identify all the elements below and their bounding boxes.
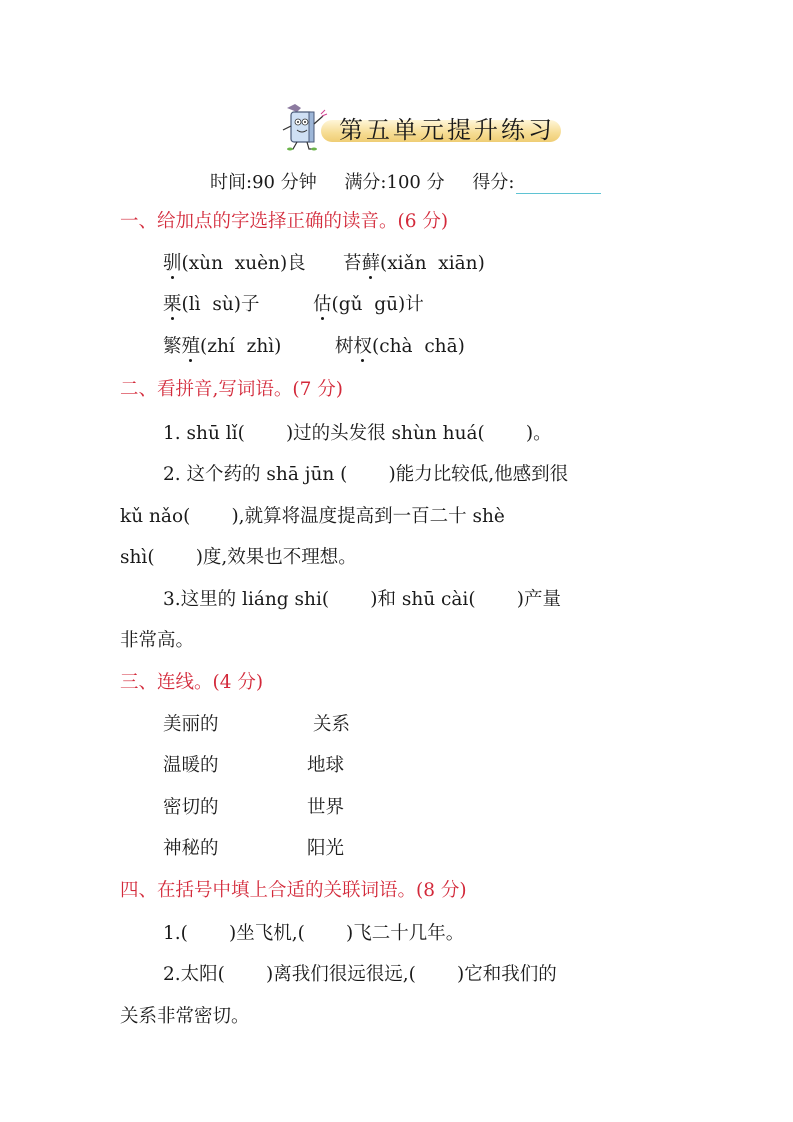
- time-limit: 时间:90 分钟: [210, 172, 317, 193]
- match-left-4[interactable]: 神秘的: [163, 838, 219, 859]
- page-title: 第五单元提升练习: [339, 116, 555, 144]
- title-banner: [275, 100, 575, 155]
- dotted-char: 驯: [163, 249, 182, 275]
- match-right-4[interactable]: 阳光: [307, 838, 345, 859]
- q2-item-1: 1. shū lǐ( )过的头发很 shùn huá( )。: [163, 423, 552, 444]
- exam-meta: [210, 168, 623, 194]
- match-right-2[interactable]: 地球: [307, 755, 345, 776]
- q2-item-2-cont: kǔ nǎo( ),就算将温度提高到一百二十 shè: [120, 506, 505, 527]
- score-field[interactable]: [516, 175, 601, 194]
- score-label: 得分:: [472, 172, 515, 193]
- q2-item-3-cont: 非常高。: [120, 630, 195, 651]
- match-left-1[interactable]: 美丽的: [163, 714, 219, 735]
- section-1-heading: 一、给加点的字选择正确的读音。(6 分): [120, 211, 449, 232]
- q2-item-2: 2. 这个药的 shā jūn ( )能力比较低,他感到很: [163, 464, 569, 485]
- q4-item-2: 2.太阳( )离我们很远很远,( )它和我们的: [163, 964, 557, 985]
- section-3-heading: 三、连线。(4 分): [120, 672, 264, 693]
- dotted-char: 杈: [354, 332, 373, 358]
- q1-row-1: 驯(xùn xuèn)良: [163, 249, 306, 275]
- section-2-heading: 二、看拼音,写词语。(7 分): [120, 379, 343, 400]
- section-4-heading: 四、在括号中填上合适的关联词语。(8 分): [120, 880, 467, 901]
- match-right-1[interactable]: 关系: [313, 714, 351, 735]
- q1-row-3b: 树杈(chà chā): [335, 332, 465, 358]
- q4-item-2-cont: 关系非常密切。: [120, 1006, 250, 1027]
- dotted-char: 估: [313, 290, 332, 316]
- full-score: 满分:100 分: [344, 172, 445, 193]
- q1-row-3: 繁殖(zhí zhì): [163, 332, 281, 358]
- match-right-3[interactable]: 世界: [307, 797, 345, 818]
- q1-row-2b: 估(gǔ gū)计: [313, 290, 424, 316]
- match-left-3[interactable]: 密切的: [163, 797, 219, 818]
- dotted-char: 栗: [163, 290, 182, 316]
- q1-row-2: 栗(lì sù)子: [163, 290, 259, 316]
- q2-item-3: 3.这里的 liáng shi( )和 shū cài( )产量: [163, 589, 561, 610]
- match-left-2[interactable]: 温暖的: [163, 755, 219, 776]
- q1-row-1b: 苔藓(xiǎn xiān): [343, 249, 485, 275]
- dotted-char: 藓: [362, 249, 381, 275]
- q2-item-2-cont2: shì( )度,效果也不理想。: [120, 547, 357, 568]
- dotted-char: 殖: [182, 332, 201, 358]
- q4-item-1: 1.( )坐飞机,( )飞二十几年。: [163, 923, 465, 944]
